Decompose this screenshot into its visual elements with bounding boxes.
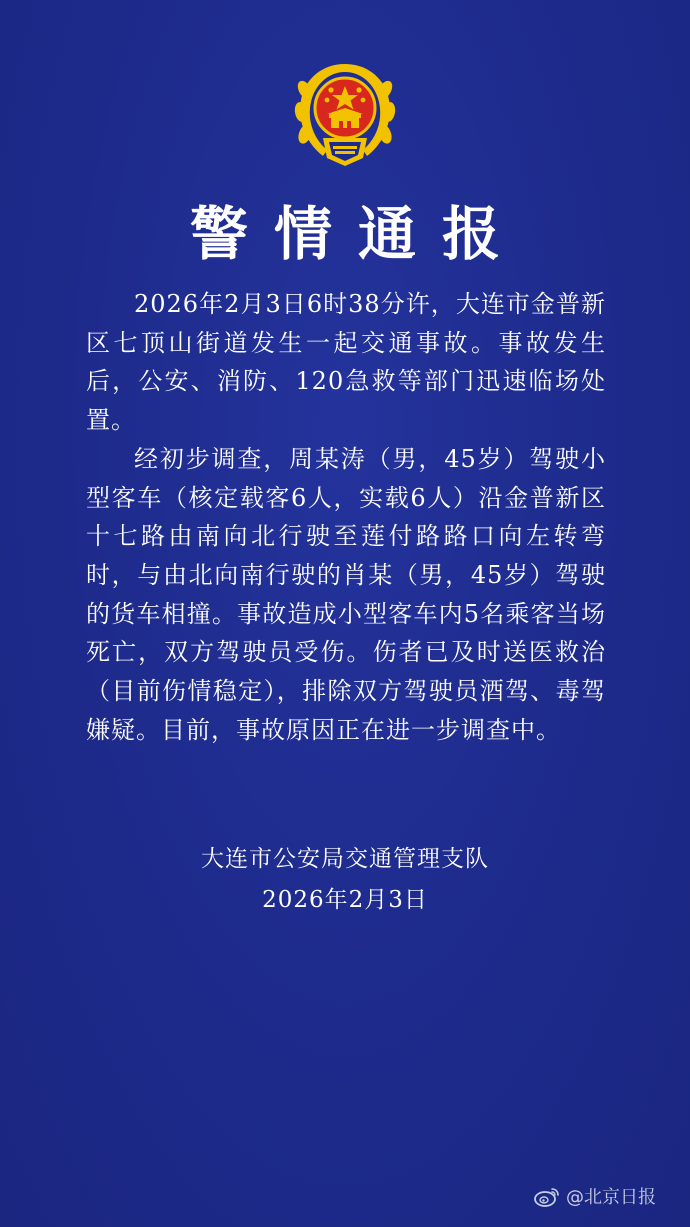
notice-title: 警情通报	[189, 200, 526, 268]
notice-date: 2026年2月3日	[262, 887, 428, 913]
police-emblem-icon	[293, 60, 397, 172]
notice-paragraph-investigation: 经初步调查，周某涛（男，45岁）驾驶小型客车（核定载客6人，实载6人）沿金普新区十七路由南向北行驶至莲付路路口向左转弯时，与由北向南行驶的肖某（男，45岁）驾驶的货车相撞。事故造成小型客车内5名乘客当场死亡，双方驾驶员受伤。伤者已及时送医救治（目前伤情稳定），排除双方驾驶员酒驾、毒驾嫌疑。目前，事故原因正在进一步调查中。	[86, 444, 606, 744]
source-watermark	[534, 1179, 656, 1213]
notice-body	[86, 285, 606, 749]
watermark-text: @北京日报	[566, 1187, 656, 1208]
notice-paragraph-incident: 2026年2月3日6时38分许，大连市金普新区七顶山街道发生一起交通事故。事故发生后，公安、消防、120急救等部门迅速临场处置。	[86, 290, 606, 435]
notice-issuer: 大连市公安局交通管理支队	[201, 846, 489, 872]
weibo-icon	[534, 1185, 560, 1207]
